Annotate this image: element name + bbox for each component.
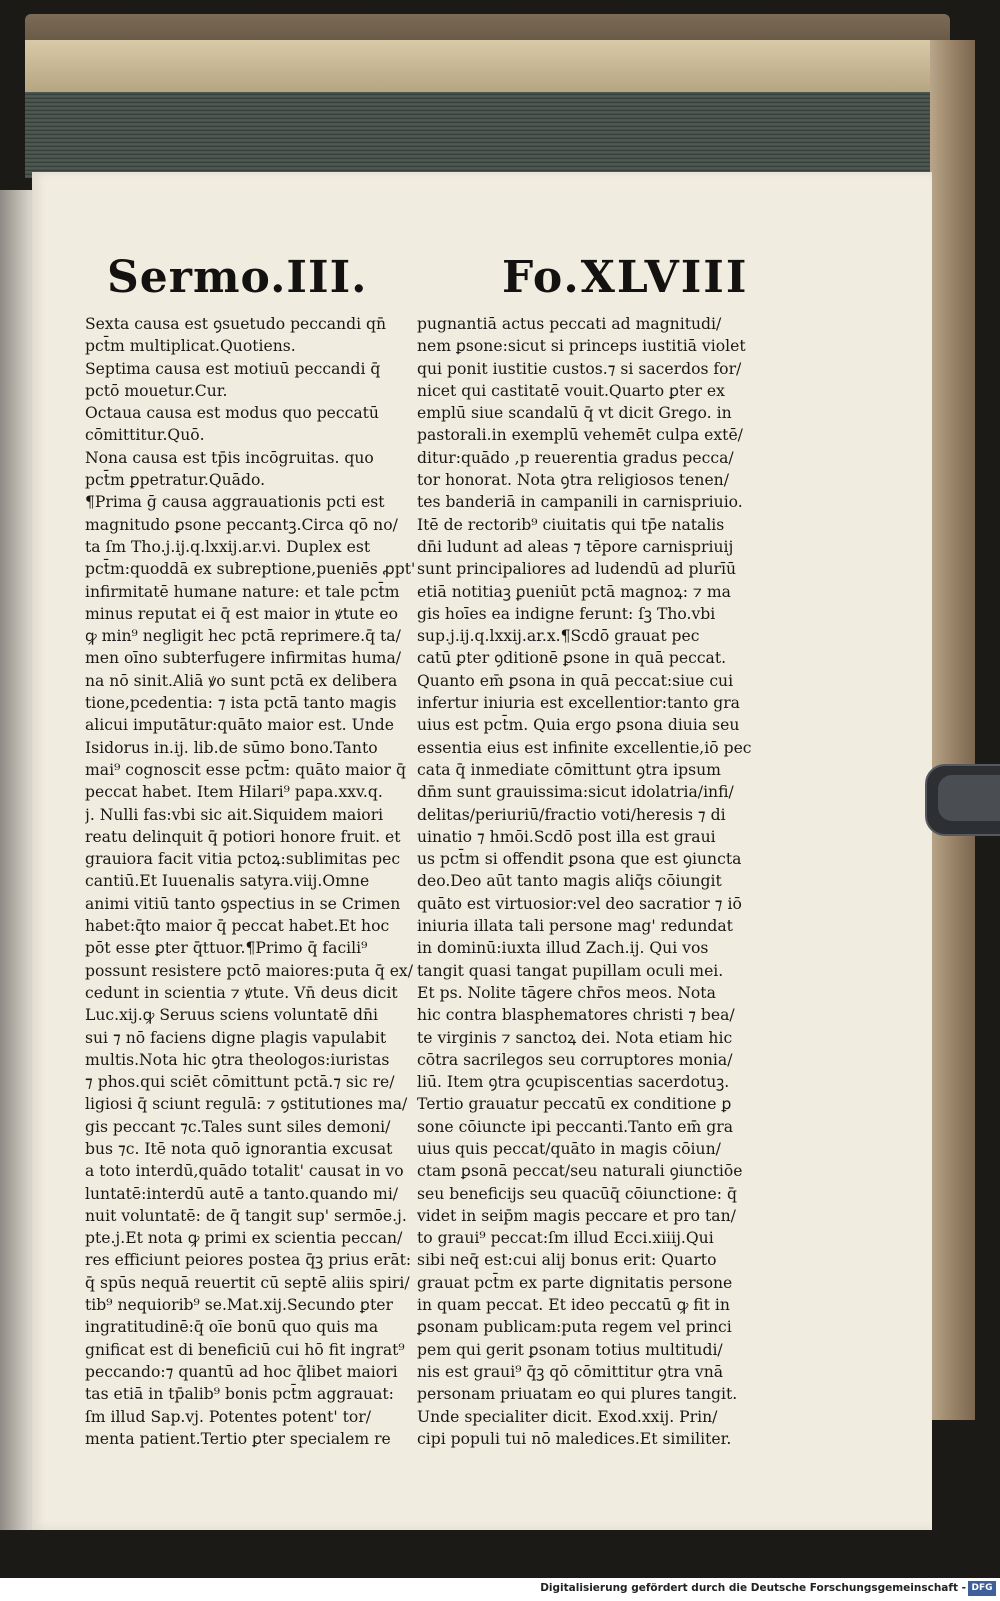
folio-number: Fo.XLVIII: [502, 252, 749, 303]
text-line: iniuria illata tali persone mag' redundat: [417, 917, 733, 936]
text-line: liū. Item ꝯtra ꝯcupiscentias sacerdotuꝫ.: [417, 1073, 730, 1092]
text-line: tor honorat. Nota ꝯtra religiosos tenen/: [417, 471, 729, 490]
text-line: ꝙ min⁹ negligit hec pctā reprimere.q̄ ta/: [85, 627, 401, 646]
book-page-stack: [25, 92, 950, 178]
text-line: Et ps. Nolite tāgere chr̄os meos. Nota: [417, 983, 716, 1002]
text-line: uius quis peccat/quāto in magis cōiun/: [417, 1139, 721, 1158]
text-line: grauiora facit vitia pctoꝝ:sublimitas pec: [85, 850, 401, 869]
text-line: uius est pct̄m. Quia ergo ꝑsona diuia seu: [417, 716, 740, 735]
text-line: cōmittitur.Quō.: [85, 426, 205, 445]
text-line: men oīno subterfugere infirmitas huma/: [85, 649, 402, 668]
text-line: a toto interdū,quādo totalit' causat in vo: [85, 1162, 404, 1181]
text-line: ꝑsonam publicam:puta regem vel princi: [417, 1318, 732, 1337]
text-line: in quam peccat. Et ideo peccatū ꝙ fit in: [417, 1296, 730, 1315]
text-line: peccat habet. Item Hilari⁹ papa.xxv.q.: [85, 783, 383, 802]
text-line: pem qui gerit ꝑsonam totius multitudi/: [417, 1340, 723, 1359]
text-line: deo.Deo aūt tanto magis aliq̄s cōiungit: [417, 872, 722, 891]
text-line: pctō mouetur.Cur.: [85, 381, 228, 400]
text-line: tes banderiā in campanili in carnispriuio.: [417, 493, 743, 512]
text-line: Luc.xij.ꝙ Seruus sciens voluntatē dn̄i: [85, 1006, 378, 1025]
book-clamp-inner: [938, 775, 1000, 821]
text-line: uinatio ⁊ hmōi.Scdō post illa est graui: [417, 827, 716, 846]
text-line: catū ꝑter ꝯditionē ꝑsone in quā peccat.: [417, 649, 727, 668]
text-line: luntatē:interdū autē a tanto.quando mi/: [85, 1184, 399, 1203]
text-line: tione,pcedentia: ⁊ ista pctā tanto magis: [85, 694, 397, 713]
text-line: magnitudo ꝑsone peccantꝫ.Circa qō no/: [85, 515, 398, 534]
text-line: sibi neq̄ est:cui alij bonus erit: Quarto: [417, 1251, 717, 1270]
text-line: minus reputat ei q̄ est maior in ꝟtute eo: [85, 604, 398, 623]
book-right-edge: [930, 40, 975, 1420]
text-line: in dominū:iuxta illud Zach.ij. Qui vos: [417, 939, 709, 958]
text-line: qui ponit iustitie custos.⁊ si sacerdos for/: [417, 359, 742, 378]
text-line: gis hoīes ea indigne ferunt: ſꝫ Tho.vbi: [417, 604, 716, 623]
text-line: Sexta causa est ꝯsuetudo peccandi qn̄: [85, 315, 387, 333]
book-top-page-edge: [25, 40, 940, 92]
text-line: Septima causa est motiuū peccandi q̄: [85, 359, 381, 378]
text-line: na nō sinit.Aliā ꝟo sunt pctā ex delibera: [85, 671, 398, 690]
running-head: Sermo.III.: [107, 252, 368, 303]
text-line: nem ꝑsone:sicut si princeps iustitiā violet: [417, 337, 746, 356]
text-line: dn̄i ludunt ad aleas ⁊ tēpore carnispriuij: [417, 537, 734, 556]
text-line: essentia eius est infinite excellentie,iō pec: [417, 738, 752, 757]
text-line: nicet qui castitatē vouit.Quarto ꝑter ex: [417, 381, 725, 400]
footer-bar: [0, 1578, 1000, 1601]
text-line: gnificat est di beneficiū cui hō fit ingrat⁹: [85, 1340, 405, 1359]
text-line: tib⁹ nequiorib⁹ se.Mat.xij.Secundo ꝑter: [85, 1296, 393, 1315]
text-line: infirmitatē humane nature: et tale pct̄m: [85, 582, 400, 601]
text-line: sone cōiuncte ipi peccanti.Tanto em̄ gra: [417, 1117, 733, 1136]
book-page: [32, 172, 932, 1530]
text-line: to graui⁹ peccat:ſm illud Ecci.xiiij.Qui: [417, 1229, 714, 1248]
text-line: personam priuatam eo qui plures tangit.: [417, 1385, 738, 1404]
text-line: ⁊ phos.qui sciēt cōmittunt pctā.⁊ sic re/: [85, 1073, 395, 1092]
text-line: sui ⁊ nō faciens digne plagis vapulabit: [85, 1028, 387, 1047]
text-line: sup.j.ij.q.lxxij.ar.x.¶Scdō grauat pec: [417, 627, 700, 646]
text-line: ſm illud Sap.vj. Potentes potent' tor/: [85, 1407, 371, 1426]
text-line: q̄ spūs nequā reuertit cū septē aliis spiri/: [85, 1273, 410, 1292]
text-line: j. Nulli fas:vbi sic ait.Siquidem maiori: [85, 805, 384, 824]
text-line: ingratitudinē:q̄ oīe bonū quo quis ma: [85, 1318, 379, 1337]
text-line: Tertio grauatur peccatū ex conditione ꝑ: [417, 1095, 732, 1114]
text-line: alicui imputātur:quāto maior est. Unde: [85, 716, 394, 735]
text-line: videt in seip̄m magis peccare et pro tan/: [417, 1206, 736, 1225]
text-line: menta patient.Tertio ꝑter specialem re: [85, 1429, 391, 1448]
text-line: nuit voluntatē: de q̄ tangit sup' sermōe.j.: [85, 1206, 407, 1225]
text-line: delitas/periuriū/fractio voti/heresis ⁊ di: [417, 805, 726, 824]
text-line: cōtra sacrilegos seu corruptores monia/: [417, 1050, 733, 1069]
text-line: nis est graui⁹ q̄ꝫ qō cōmittitur ꝯtra vnā: [417, 1362, 724, 1381]
text-line: pastorali.in exemplū vehemēt culpa extē/: [417, 426, 743, 445]
text-line: Quanto em̄ ꝑsona in quā peccat:siue cui: [417, 671, 734, 690]
text-line: grauat pct̄m ex parte dignitatis persone: [417, 1273, 733, 1292]
right-text-column: [417, 313, 767, 1450]
text-line: mai⁹ cognoscit esse pct̄m: quāto maior q̄: [85, 760, 406, 779]
text-line: dn̄m sunt grauissima:sicut idolatria/infi/: [417, 783, 734, 802]
text-line: us pct̄m si offendit ꝑsona que est ꝯiuncta: [417, 850, 742, 869]
text-line: reatu delinquit q̄ potiori honore fruit. et: [85, 827, 401, 846]
funding-credit: Digitalisierung gefördert durch die Deutsche Forschungsgemeinschaft -: [540, 1582, 966, 1594]
text-line: res efficiunt peiores postea q̄ꝫ prius erāt:: [85, 1251, 412, 1270]
text-line: seu beneficijs seu quacūq̄ cōiunctione: q̄: [417, 1184, 737, 1203]
text-line: Isidorus in.ij. lib.de sūmo bono.Tanto: [85, 738, 378, 757]
text-line: infertur iniuria est excellentior:tanto gra: [417, 694, 740, 713]
text-line: pōt esse ꝑter q̄ttuor.¶Primo q̄ facili⁹: [85, 939, 368, 958]
text-line: cedunt in scientia ⁊ ꝟtute. Vn̄ deus dicit: [85, 983, 398, 1002]
text-line: ligiosi q̄ sciunt regulā: ⁊ ꝯstitutiones ma/: [85, 1095, 408, 1114]
text-line: tangit quasi tangat pupillam oculi mei.: [417, 961, 724, 980]
text-line: Octaua causa est modus quo peccatū: [85, 404, 379, 423]
text-line: Unde specialiter dicit. Exod.xxij. Prin/: [417, 1407, 718, 1426]
text-line: pct̄m ꝑpetratur.Quādo.: [85, 471, 266, 490]
text-line: pct̄m:quoddā ex subreptione,pueniēs ꝓpt': [85, 560, 416, 579]
text-line: multis.Nota hic ꝯtra theologos:iuristas: [85, 1050, 390, 1069]
text-line: Itē de rectorib⁹ ciuitatis qui tp̄e natalis: [417, 515, 725, 534]
text-line: ctam ꝑsonā peccat/seu naturali ꝯiunctiōe: [417, 1162, 743, 1181]
text-line: habet:q̄to maior q̄ peccat habet.Et hoc: [85, 917, 390, 936]
text-line: hic contra blasphematores christi ⁊ bea/: [417, 1006, 735, 1025]
text-line: ta ſm Tho.j.ij.q.lxxij.ar.vi. Duplex est: [85, 537, 371, 556]
text-line: ¶Prima ḡ causa aggrauationis pcti est: [85, 493, 385, 512]
text-line: gis peccant ⁊c.Tales sunt siles demoni/: [85, 1117, 391, 1136]
text-line: quāto est virtuosior:vel deo sacratior ⁊ iō: [417, 894, 742, 913]
text-line: pct̄m multiplicat.Quotiens.: [85, 337, 296, 356]
text-line: Nona causa est tp̄is incōgruitas. quo: [85, 448, 374, 467]
text-line: etiā notitiaꝫ ꝑueniūt pctā magnoꝝ: ⁊ ma: [417, 582, 731, 601]
text-line: ditur:quādo ,p reuerentia gradus pecca/: [417, 448, 734, 467]
text-line: pugnantiā actus peccati ad magnitudi/: [417, 315, 722, 333]
text-line: possunt resistere pctō maiores:puta q̄ ex/: [85, 961, 413, 980]
page-header: [32, 252, 932, 312]
text-line: cipi populi tui nō maledices.Et similiter.: [417, 1429, 732, 1448]
text-line: te virginis ⁊ sanctoꝝ dei. Nota etiam hic: [417, 1028, 733, 1047]
text-line: sunt principaliores ad ludendū ad plurīū: [417, 560, 737, 579]
text-line: peccando:⁊ quantū ad hoc q̄libet maiori: [85, 1362, 398, 1381]
text-line: pte.j.Et nota ꝙ primi ex scientia peccan/: [85, 1229, 403, 1248]
text-line: bus ⁊c. Itē nota quō ignorantia excusat: [85, 1139, 393, 1158]
dfg-logo: DFG: [968, 1581, 996, 1596]
text-line: tas etiā in tp̄alib⁹ bonis pct̄m aggrauat:: [85, 1385, 394, 1404]
text-line: cantiū.Et Iuuenalis satyra.viij.Omne: [85, 872, 370, 891]
text-line: animi vitiū tanto ꝯspectius in se Crimen: [85, 894, 401, 913]
text-line: emplū siue scandalū q̄ vt dicit Grego. in: [417, 404, 732, 423]
text-line: cata q̄ inmediate cōmittunt ꝯtra ipsum: [417, 760, 721, 779]
left-text-column: [85, 313, 430, 1450]
